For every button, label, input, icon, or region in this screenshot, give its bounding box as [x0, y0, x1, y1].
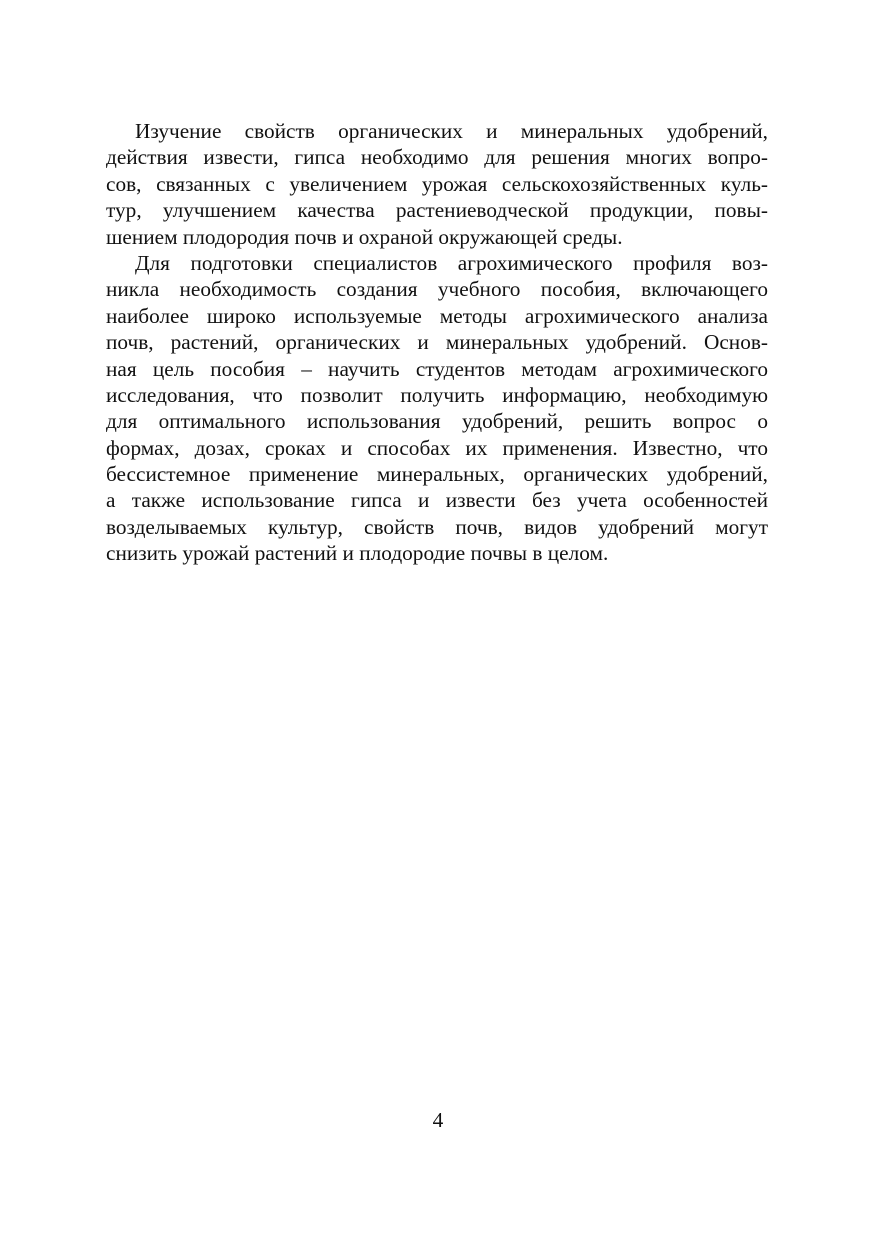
- text-line: действия извести, гипса необходимо для решения многих вопро-: [106, 145, 768, 170]
- text-line: сов, связанных с увеличением урожая сельскохозяйственных куль-: [106, 171, 768, 196]
- text-line: Для подготовки специалистов агрохимического профиля воз-: [135, 250, 768, 275]
- text-line: снизить урожай растений и плодородие почвы в целом.: [106, 541, 609, 566]
- text-line: формах, дозах, сроках и способах их применения. Известно, что: [106, 435, 768, 460]
- text-line: возделываемых культур, свойств почв, видов удобрений могут: [106, 514, 768, 539]
- text-line: ная цель пособия – научить студентов методам агрохимического: [106, 356, 768, 381]
- text-line: Изучение свойств органических и минеральных удобрений,: [135, 119, 768, 143]
- paragraph-2: [106, 250, 768, 567]
- text-line: тур, улучшением качества растениеводческой продукции, повы-: [106, 198, 768, 223]
- text-line: для оптимального использования удобрений, решить вопрос о: [106, 409, 768, 434]
- text-line: никла необходимость создания учебного пособия, включающего: [106, 277, 768, 302]
- text-line: наиболее широко используемые методы агрохимического анализа: [106, 303, 768, 328]
- page-number: 4: [432, 1108, 444, 1132]
- text-line: бессистемное применение минеральных, органических удобрений,: [106, 462, 768, 487]
- text-line: а также использование гипса и извести без учета особенностей: [106, 488, 768, 513]
- text-line: шением плодородия почв и охраной окружающей среды.: [106, 224, 623, 249]
- body-text: [106, 118, 768, 567]
- paragraph-1: [106, 118, 768, 250]
- text-line: почв, растений, органических и минеральных удобрений. Основ-: [106, 330, 768, 355]
- text-line: исследования, что позволит получить информацию, необходимую: [106, 382, 768, 407]
